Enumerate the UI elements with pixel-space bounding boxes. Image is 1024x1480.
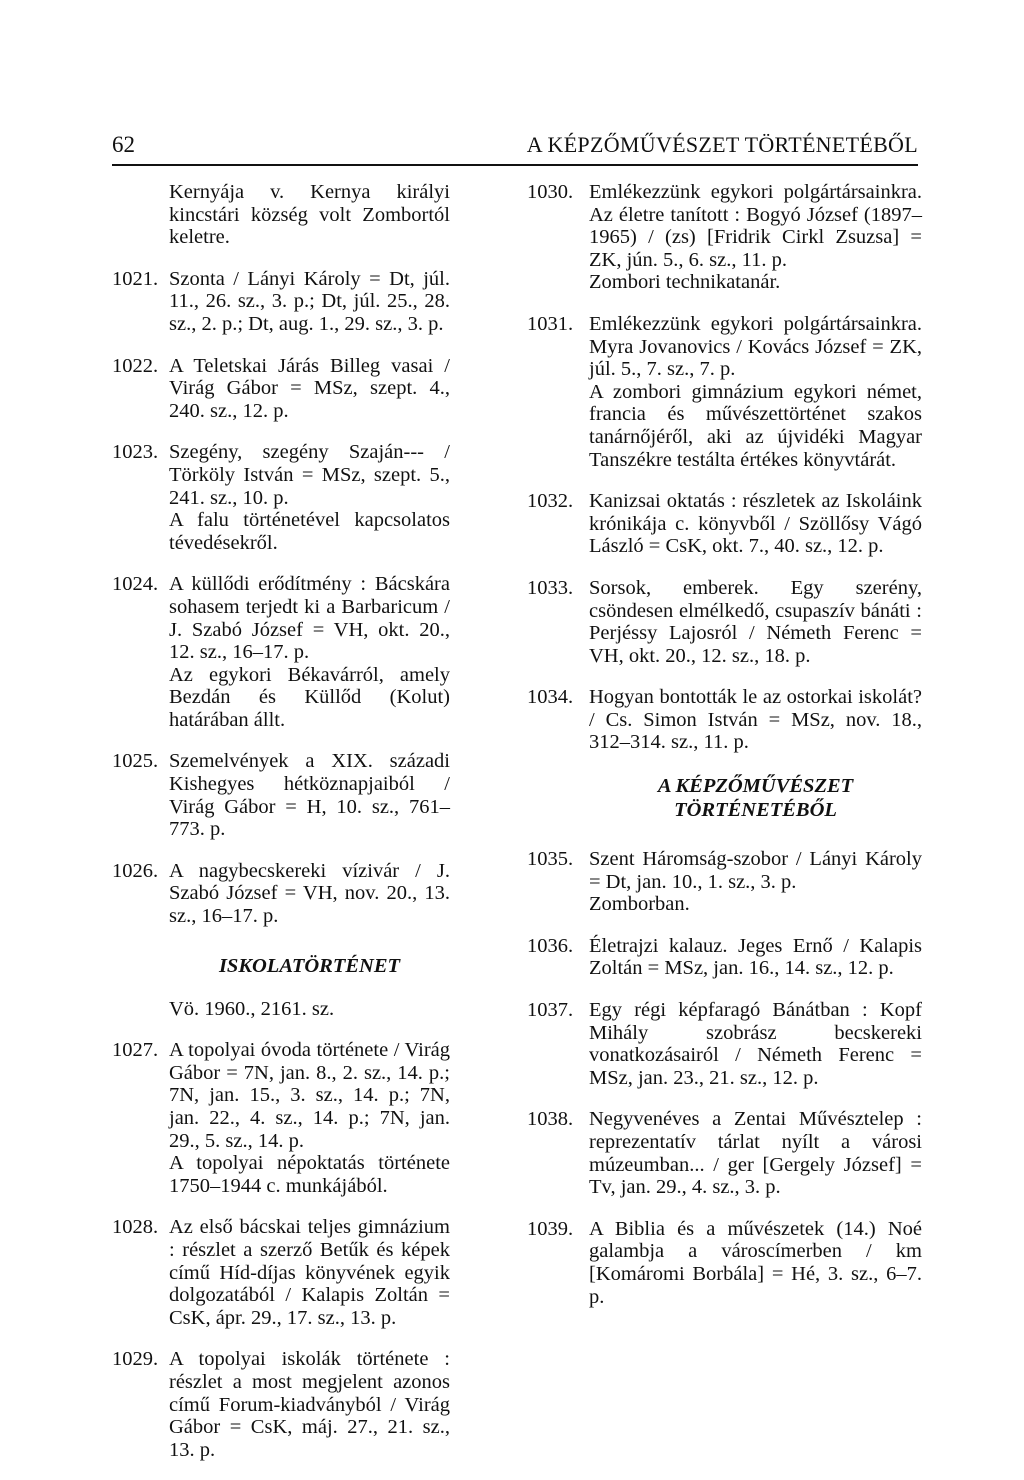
bibliography-entry (112, 1216, 450, 1329)
entry-body (589, 313, 922, 471)
entry-citation: Szent Háromság-szobor / Lányi Károly = Dt, jan. 10., 1. sz., 3. p. (589, 848, 922, 893)
entry-citation: A Teletskai Járás Billeg vasai / Virág Gábor = MSz, szept. 4., 240. sz., 12. p. (169, 354, 450, 422)
entry-citation: Emlékezzünk egykori polgártársainkra. Az életre tanított : Bogyó József (1897–1965) / (zs) [Fridrik Cirkl Zsuzsa] = ZK, jún. 5., 6. sz., 11. p. (589, 181, 922, 271)
entry-body (169, 1348, 450, 1461)
entry-citation: A küllődi erődítmény : Bácskára sohasem terjedt ki a Barbaricum / J. Szabó József = VH, okt. 20., 12. sz., 16–17. p. (169, 573, 450, 664)
bibliography-entry (527, 999, 922, 1089)
section-heading-iskolatortenet: ISKOLATÖRTÉNET (218, 954, 401, 977)
running-title: A KÉPZŐMŰVÉSZET TÖRTÉNETÉBŐL (526, 132, 918, 157)
entry-number: 1023. (112, 441, 159, 464)
entry-citation: Az első bácskai teljes gimnázium : részlet a szerző Betűk és képek című Híd-díjas könyvének egyik dolgozatából / Kalapis Zoltán = CsK, ápr. 29., 17. sz., 13. p. (169, 1216, 450, 1329)
bibliography-entry (112, 573, 450, 731)
right-entries-a (527, 181, 922, 754)
entry-number: 1039. (527, 1217, 574, 1240)
bibliography-entry (527, 1218, 922, 1308)
bibliography-entry (527, 577, 922, 667)
entry-citation: A nagybecskereki vízivár / J. Szabó József = VH, nov. 20., 13. sz., 16–17. p. (169, 859, 450, 928)
entry-body (589, 1218, 922, 1308)
entry-annotation: A zombori gimnázium egykori német, francia és művészettörténet szakos tanárnőjéről, aki az újvidéki Magyar Tanszékre testálta értékes könyvtárát. (589, 380, 922, 471)
entry-citation: Kanizsai oktatás : részletek az Iskoláink krónikája c. könyvből / Szöllősy Vágó László = CsK, okt. 7., 40. sz., 12. p. (589, 490, 922, 558)
entry-citation: Szonta / Lányi Károly = Dt, júl. 11., 26. sz., 3. p.; Dt, júl. 25., 28. sz., 2. p.; Dt, aug. 1., 29. sz., 3. p. (169, 267, 450, 335)
bibliography-entry (112, 1348, 450, 1461)
entry-number: 1024. (112, 573, 159, 596)
entry-number: 1031. (527, 312, 574, 335)
entry-body (169, 860, 450, 928)
entry-annotation: A topolyai népoktatás története 1750–1944 c. munkájából. (169, 1152, 450, 1197)
left-entries-a (112, 268, 450, 928)
entry-body (169, 268, 450, 336)
entry-body (589, 181, 922, 294)
entry-citation: A topolyai óvoda története / Virág Gábor = 7N, jan. 8., 2. sz., 14. p.; 7N, jan. 15., 3. sz., 14. p.; 7N, jan. 22., 4. sz., 14. p.; 7N, jan. 29., 5. sz., 14. p. (169, 1039, 450, 1152)
bibliography-entry (112, 860, 450, 928)
section-heading-line-1: A KÉPZŐMŰVÉSZET (657, 775, 854, 798)
entry-number: 1030. (527, 181, 574, 203)
right-entries-b (527, 848, 922, 1308)
entry-body (169, 1216, 450, 1329)
entry-annotation: A falu történetével kapcsolatos tévedésekről. (169, 509, 450, 554)
entry-citation: Szegény, szegény Szaján--- / Törköly István = MSz, szept. 5., 241. sz., 10. p. (169, 441, 450, 509)
entry-annotation: Az egykori Békavárról, amely Bezdán és Küllőd (Kolut) határában állt. (169, 663, 450, 731)
entry-annotation: Zombori technikatanár. (589, 271, 781, 294)
entry-number: 1022. (112, 354, 159, 377)
entry-number: 1032. (527, 490, 574, 513)
entry-body (169, 750, 450, 840)
bibliography-entry (527, 848, 922, 916)
entry-body (169, 441, 450, 554)
section-heading-line-2: TÖRTÉNETÉBŐL (674, 799, 837, 822)
entry-body (169, 573, 450, 731)
section-heading-kepzomuveszet (527, 774, 922, 822)
bibliography-entry (112, 441, 450, 554)
entry-number: 1029. (112, 1348, 159, 1371)
left-entries-b (112, 1039, 450, 1461)
bibliography-entry (527, 181, 922, 294)
entry-number: 1021. (112, 267, 159, 290)
bibliography-entry (527, 490, 922, 558)
bibliography-entry (527, 686, 922, 754)
entry-number: 1026. (112, 859, 159, 882)
entry-number: 1025. (112, 750, 159, 773)
continuation-line: Kernyája v. Kernya királyi kincstári község volt Zombortól keletre. (169, 181, 450, 249)
entry-body (589, 490, 922, 558)
entry-number: 1036. (527, 934, 574, 957)
entry-body (589, 1108, 922, 1198)
bibliography-entry (527, 1108, 922, 1198)
bibliography-entry (112, 268, 450, 336)
left-column (112, 181, 450, 1480)
entry-number: 1035. (527, 848, 574, 871)
entry-body (589, 848, 922, 916)
entry-citation: Emlékezzünk egykori polgártársainkra. Myra Jovanovics / Kovács József = ZK, júl. 5., 7. sz., 7. p. (589, 312, 922, 381)
header-rule (112, 164, 918, 166)
cross-reference: Vö. 1960., 2161. sz. (169, 997, 335, 1020)
entry-number: 1033. (527, 576, 574, 599)
entry-number: 1027. (112, 1039, 159, 1062)
entry-body (589, 577, 922, 667)
entry-citation: Szemelvények a XIX. századi Kishegyes hétköznapjaiból / Virág Gábor = H, 10. sz., 761–773. p. (169, 750, 450, 841)
entry-citation: A Biblia és a művészetek (14.) Noé galambja a városcímerben / km [Komáromi Borbála] = Hé, 3. sz., 6–7. p. (589, 1217, 922, 1308)
entry-number: 1037. (527, 999, 574, 1022)
entry-number: 1038. (527, 1108, 574, 1131)
page-header (112, 132, 918, 164)
entry-citation: Sorsok, emberek. Egy szerény, csöndesen elmélkedő, csupaszív bánáti : Perjéssy Lajosról / Németh Ferenc = VH, okt. 20., 12. sz., 18. p. (589, 576, 922, 667)
entry-citation: Negyvenéves a Zentai Művésztelep : reprezentatív tárlat nyílt a városi múzeumban... / ger [Gergely József] = Tv, jan. 29., 4. sz., 3. p. (589, 1108, 922, 1199)
entry-body (589, 935, 922, 980)
entry-citation: A topolyai iskolák története : részlet a most megjelent azonos című Forum-kiadványból / Virág Gábor = CsK, máj. 27., 21. sz., 13. p. (169, 1348, 450, 1461)
entry-number: 1034. (527, 686, 574, 709)
bibliography-entry (527, 935, 922, 980)
bibliography-entry (112, 1039, 450, 1197)
entry-body (169, 1039, 450, 1197)
right-column (527, 181, 922, 1327)
entry-number: 1028. (112, 1216, 159, 1239)
bibliography-entry (527, 313, 922, 471)
entry-body (589, 686, 922, 754)
entry-body (169, 355, 450, 423)
entry-annotation: Zomborban. (589, 893, 690, 916)
entry-citation: Életrajzi kalauz. Jeges Ernő / Kalapis Zoltán = MSz, jan. 16., 14. sz., 12. p. (589, 934, 922, 980)
entry-citation: Hogyan bontották le az ostorkai iskolát? / Cs. Simon István = MSz, nov. 18., 312–314. sz., 11. p. (589, 686, 922, 754)
bibliography-entry (112, 750, 450, 840)
entry-body (589, 999, 922, 1089)
entry-citation: Egy régi képfaragó Bánátban : Kopf Mihály szobrász becskereki vonatkozásairól / Németh Ferenc = MSz, jan. 23., 21. sz., 12. p. (589, 999, 922, 1089)
page-number: 62 (112, 132, 135, 157)
continuation-text (112, 181, 450, 249)
bibliography-entry (112, 355, 450, 423)
